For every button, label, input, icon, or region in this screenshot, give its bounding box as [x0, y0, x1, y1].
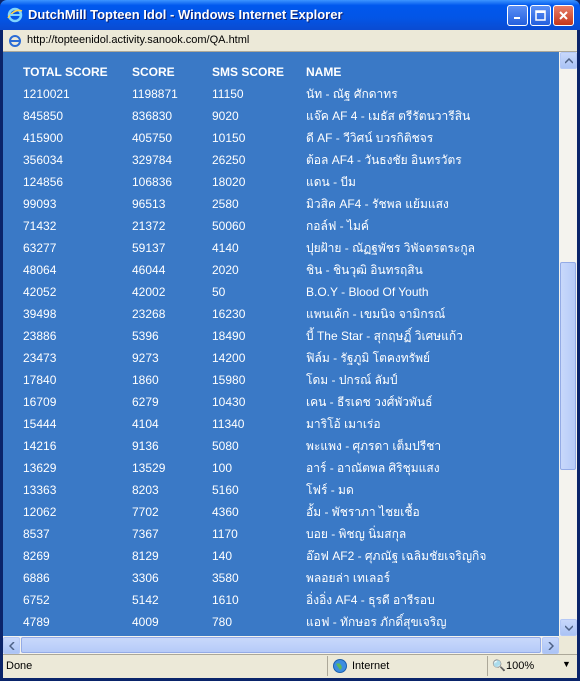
arrow-right-icon — [548, 642, 554, 650]
cell-name: ปุยฝ้าย - ณัฏฐพัชร วิพัจตรตระกูล — [306, 240, 475, 255]
cell-sms-score: 50 — [212, 285, 226, 299]
cell-name: อ๊อฟ AF2 - ศุภณัฐ เฉลิมชัยเจริญกิจ — [306, 548, 487, 563]
table-row — [23, 127, 556, 149]
scroll-right-button[interactable] — [542, 637, 559, 654]
cell-sms-score: 14200 — [212, 351, 246, 365]
cell-score: 5396 — [132, 329, 159, 343]
cell-score: 405750 — [132, 131, 173, 145]
cell-score: 329784 — [132, 153, 173, 167]
cell-sms-score: 140 — [212, 549, 233, 563]
cell-score: 8203 — [132, 483, 159, 497]
cell-score: 59137 — [132, 241, 166, 255]
cell-score: 7367 — [132, 527, 159, 541]
cell-score: 7702 — [132, 505, 159, 519]
header-name: NAME — [306, 65, 342, 79]
status-text: Done — [6, 660, 33, 672]
horizontal-scrollbar[interactable] — [3, 636, 559, 654]
maximize-icon — [535, 10, 546, 21]
cell-total-score: 8537 — [23, 527, 50, 541]
vertical-scroll-thumb[interactable] — [560, 262, 576, 470]
cell-sms-score: 2580 — [212, 197, 239, 211]
cell-sms-score: 16230 — [212, 307, 246, 321]
cell-score: 836830 — [132, 109, 173, 123]
cell-total-score: 42052 — [23, 285, 57, 299]
close-button[interactable] — [553, 5, 574, 26]
cell-name: พลอยล่า เทเลอร์ — [306, 570, 391, 585]
cell-score: 21372 — [132, 219, 166, 233]
cell-name: บี้ The Star - สุกฤษฏิ์ วิเศษแก้ว — [306, 328, 463, 343]
internet-explorer-icon — [6, 6, 24, 24]
cell-score: 9136 — [132, 439, 159, 453]
cell-sms-score: 4140 — [212, 241, 239, 255]
page-content — [3, 52, 559, 636]
cell-name: มาริโอ้ เมาเร่อ — [306, 416, 381, 431]
table-row — [23, 347, 556, 369]
table-row — [23, 149, 556, 171]
status-bar — [3, 654, 577, 678]
vertical-scrollbar[interactable] — [559, 52, 577, 636]
security-zone[interactable] — [327, 656, 488, 676]
table-row — [23, 545, 556, 567]
cell-score: 46044 — [132, 263, 166, 277]
cell-name: พะแพง - ศุภรดา เต็มปรีชา — [306, 438, 442, 453]
cell-sms-score: 100 — [212, 461, 233, 475]
cell-name: นัท - ณัฐ ศักดาทร — [306, 86, 398, 101]
cell-total-score: 6886 — [23, 571, 50, 585]
cell-name: แดน - บีม — [306, 174, 356, 189]
cell-score: 23268 — [132, 307, 166, 321]
maximize-button[interactable] — [530, 5, 551, 26]
cell-total-score: 124856 — [23, 175, 64, 189]
cell-score: 42002 — [132, 285, 166, 299]
cell-score: 4104 — [132, 417, 159, 431]
cell-name: ดี AF - วีวิศน์ บวรกิติชจร — [306, 130, 434, 145]
cell-sms-score: 1610 — [212, 593, 239, 607]
table-row — [23, 501, 556, 523]
cell-score: 5142 — [132, 593, 159, 607]
scroll-left-button[interactable] — [3, 637, 20, 654]
cell-score: 3306 — [132, 571, 159, 585]
minimize-icon — [513, 11, 522, 20]
table-row — [23, 457, 556, 479]
cell-name: ชิน - ชินวุฒิ อินทรฤสิน — [306, 262, 423, 277]
cell-name: โดม - ปกรณ์ ลัมป์ — [306, 372, 398, 387]
cell-sms-score: 10430 — [212, 395, 246, 409]
cell-total-score: 48064 — [23, 263, 57, 277]
cell-total-score: 23886 — [23, 329, 57, 343]
table-row — [23, 171, 556, 193]
cell-sms-score: 11150 — [212, 87, 244, 101]
table-row — [23, 105, 556, 127]
cell-sms-score: 2020 — [212, 263, 239, 277]
cell-total-score: 4789 — [23, 615, 50, 629]
header-total-score: TOTAL SCORE — [23, 65, 108, 79]
table-row — [23, 303, 556, 325]
cell-score: 8129 — [132, 549, 159, 563]
scrollbar-corner — [559, 636, 577, 654]
minimize-button[interactable] — [507, 5, 528, 26]
cell-score: 106836 — [132, 175, 173, 189]
cell-name: แจ๊ค AF 4 - เมธัส ตรีรัตนวารีสิน — [306, 108, 471, 123]
cell-score: 1198871 — [132, 87, 178, 101]
cell-name: ต้อล AF4 - วันธงชัย อินทรวัตร — [306, 152, 462, 167]
cell-total-score: 12062 — [23, 505, 57, 519]
table-row — [23, 281, 556, 303]
cell-total-score: 14216 — [23, 439, 57, 453]
scroll-down-button[interactable] — [560, 619, 577, 636]
cell-name: ฟิล์ม - รัฐภูมิ โตคงทรัพย์ — [306, 350, 431, 365]
cell-name: แอฟ - ทักษอร ภักดิ์สุขเจริญ — [306, 614, 447, 629]
header-sms-score: SMS SCORE — [212, 65, 285, 79]
arrow-down-icon — [565, 625, 573, 631]
zoom-level: 100% — [506, 660, 535, 672]
table-row — [23, 523, 556, 545]
cell-sms-score: 11340 — [212, 417, 245, 431]
cell-name: มิวสิค AF4 - รัชพล แย้มแสง — [306, 196, 449, 211]
cell-sms-score: 4360 — [212, 505, 239, 519]
horizontal-scroll-thumb[interactable] — [21, 637, 541, 653]
cell-total-score: 415900 — [23, 131, 64, 145]
cell-sms-score: 10150 — [212, 131, 246, 145]
globe-icon — [332, 658, 348, 674]
cell-sms-score: 1170 — [212, 527, 238, 541]
cell-sms-score: 26250 — [212, 153, 246, 167]
table-row — [23, 479, 556, 501]
cell-name: แพนเค้ก - เขมนิจ จามิกรณ์ — [306, 306, 446, 321]
cell-sms-score: 9020 — [212, 109, 239, 123]
cell-name: B.O.Y - Blood Of Youth — [306, 285, 429, 299]
cell-sms-score: 3580 — [212, 571, 239, 585]
cell-sms-score: 780 — [212, 615, 233, 629]
cell-total-score: 17840 — [23, 373, 57, 387]
table-row — [23, 567, 556, 589]
cell-total-score: 15444 — [23, 417, 57, 431]
cell-total-score: 13629 — [23, 461, 57, 475]
table-row — [23, 391, 556, 413]
zone-label: Internet — [352, 660, 390, 672]
cell-total-score: 71432 — [23, 219, 57, 233]
cell-total-score: 6752 — [23, 593, 50, 607]
cell-name: เคน - ธีรเดช วงศ์พัวพันธ์ — [306, 394, 433, 409]
cell-total-score: 63277 — [23, 241, 57, 255]
table-row — [23, 325, 556, 347]
cell-name: อิ่งอิ่ง AF4 - ธุรดี อารีรอบ — [306, 592, 435, 607]
cell-sms-score: 50060 — [212, 219, 246, 233]
cell-name: อั้ม - พัชราภา ไชยเชื้อ — [306, 504, 420, 519]
score-table — [23, 61, 556, 633]
table-row — [23, 413, 556, 435]
cell-total-score: 845850 — [23, 109, 64, 123]
table-row — [23, 215, 556, 237]
arrow-left-icon — [9, 642, 15, 650]
table-header-row — [23, 61, 556, 83]
cell-sms-score: 18020 — [212, 175, 246, 189]
cell-score: 13529 — [132, 461, 166, 475]
title-bar[interactable] — [0, 0, 580, 30]
cell-total-score: 23473 — [23, 351, 57, 365]
table-row — [23, 259, 556, 281]
table-row — [23, 193, 556, 215]
cell-total-score: 13363 — [23, 483, 57, 497]
cell-name: อาร์ - อาณัตพล ศิริชุมแสง — [306, 460, 440, 475]
cell-name: บอย - พิชญ นิ่มสกุล — [306, 526, 407, 541]
address-bar[interactable] — [3, 30, 577, 52]
cell-total-score: 39498 — [23, 307, 57, 321]
url-text[interactable]: http://topteenidol.activity.sanook.com/QA.html — [27, 34, 250, 46]
arrow-up-icon — [565, 58, 573, 64]
table-row — [23, 369, 556, 391]
table-row — [23, 611, 556, 633]
cell-score: 4009 — [132, 615, 159, 629]
cell-score: 96513 — [132, 197, 166, 211]
cell-score: 9273 — [132, 351, 159, 365]
cell-name: โฟร์ - มด — [306, 482, 354, 497]
header-score: SCORE — [132, 65, 175, 79]
cell-sms-score: 15980 — [212, 373, 246, 387]
cell-total-score: 1210021 — [23, 87, 70, 101]
cell-total-score: 99093 — [23, 197, 57, 211]
cell-sms-score: 5080 — [212, 439, 239, 453]
cell-total-score: 8269 — [23, 549, 50, 563]
table-row — [23, 435, 556, 457]
cell-score: 1860 — [132, 373, 159, 387]
chevron-down-icon: ▼ — [562, 659, 571, 669]
table-row — [23, 83, 556, 105]
page-icon — [7, 33, 23, 49]
close-icon — [558, 10, 569, 21]
cell-name: กอล์ฟ - ไมค์ — [306, 218, 369, 233]
table-row — [23, 237, 556, 259]
cell-total-score: 356034 — [23, 153, 64, 167]
zoom-control[interactable] — [487, 656, 576, 676]
zoom-icon: 🔍 — [492, 660, 506, 672]
cell-score: 6279 — [132, 395, 159, 409]
table-row — [23, 589, 556, 611]
cell-total-score: 16709 — [23, 395, 57, 409]
cell-sms-score: 5160 — [212, 483, 239, 497]
cell-sms-score: 18490 — [212, 329, 246, 343]
window-title: DutchMill Topteen Idol - Windows Internet Explorer — [28, 7, 343, 22]
scroll-up-button[interactable] — [560, 52, 577, 69]
